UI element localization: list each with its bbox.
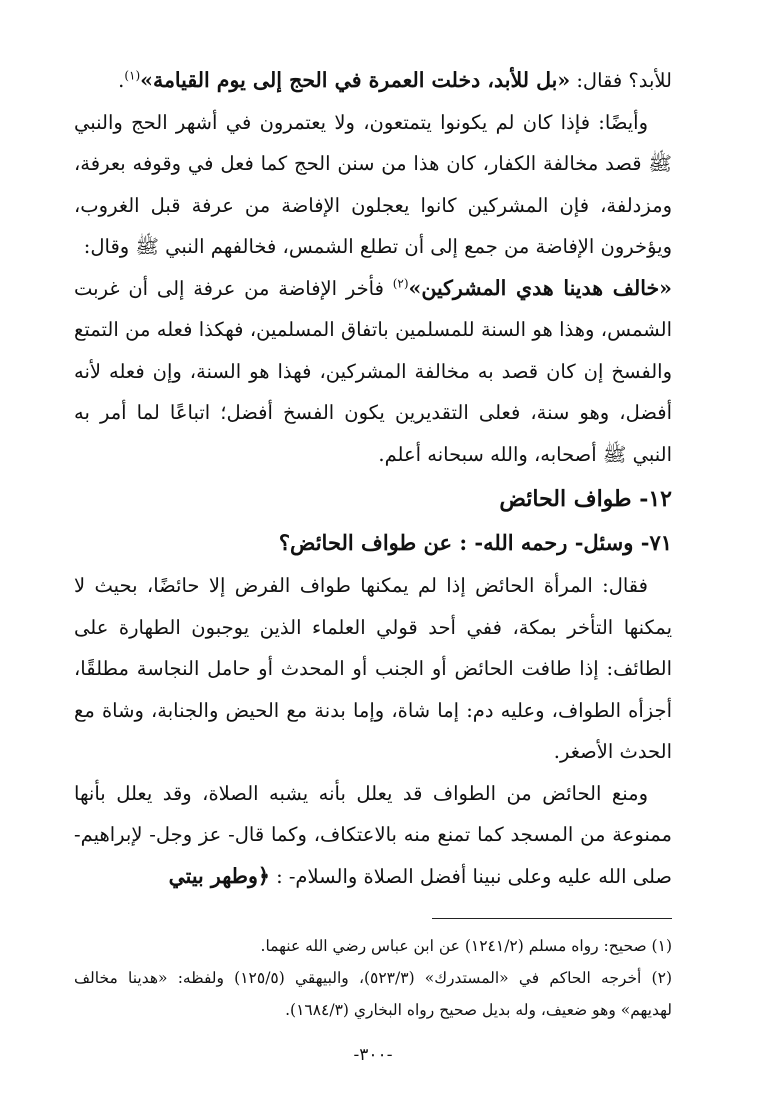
footnotes (74, 930, 672, 1026)
answer-paragraph-1: فقال: المرأة الحائض إذا لم يمكنها طواف الفرض إلا حائضًا، بحيث لا يمكنها التأخر بمكة، ففي أحد قولي العلماء الذين يوجبون الطهارة على الطائف: إذا طافت الحائض أو الجنب أو المحدث أو حامل النجاسة مطلقًا، أجزأه الطواف، وعليه دم: إما شاة، وإما بدنة مع الحيض والجنابة، وشاة مع الحدث الأصغر. (74, 574, 672, 763)
paragraph-1 (74, 60, 672, 102)
body-text (74, 60, 672, 897)
footnote-divider (432, 918, 672, 919)
quran-quote: ﴿وطهر بيتي (168, 863, 270, 888)
paragraph-3-text: فأخر الإفاضة من عرفة إلى أن غربت الشمس، وهذا هو السنة للمسلمين باتفاق المسلمين، فهكذا فعله من التمتع والفسخ إن كان قصد به مخالفة المشركين، فهذا هو السنة، وإن فعله لأنه أفضل، وهو سنة، فعلى التقديرين يكون الفسخ أفضل؛ اتباعًا لما أمر به النبي ﷺ أصحابه، والله سبحانه أعلم. (74, 276, 672, 466)
hadith-quote-1: «بل للأبد، دخلت العمرة في الحج إلى يوم القيامة» (140, 68, 571, 92)
answer-paragraph-2-text: ومنع الحائض من الطواف قد يعلل بأنه يشبه الصلاة، وقد يعلل بأنها ممنوعة من المسجد كما تمنع منه بالاعتكاف، وكما قال- عز وجل- لإبراهيم- صلى الله عليه وعلى نبينا أفضل الصلاة والسلام- : (74, 781, 672, 888)
footnote-ref-2: (٢) (392, 276, 409, 290)
footnote-2: (٢) أخرجه الحاكم في «المستدرك» (٥٢٣/٣)، والبيهقي (١٢٥/٥) ولفظه: «هدينا مخالف لهديهم» وهو ضعيف، وله بديل صحيح رواه البخاري (١٦٨٤/٣). (74, 969, 672, 1019)
book-page (74, 60, 672, 1080)
footnote-1: (١) صحيح: رواه مسلم (١٢٤١/٢) عن ابن عباس رضي الله عنهما. (260, 937, 672, 955)
paragraph-3 (74, 268, 672, 476)
paragraph-2: وأيضًا: فإذا كان لم يكونوا يتمتعون، ولا يعتمرون في أشهر الحج والنبي ﷺ قصد مخالفة الكفار، كان هذا من سنن الحج كما فعل في وقوفه بعرفة، ومزدلفة، فإن المشركين كانوا يعجلون الإفاضة من عرفة قبل الغروب، ويؤخرون الإفاضة من جمع إلى أن تطلع الشمس، فخالفهم النبي ﷺ وقال: (74, 110, 672, 258)
hadith-quote-2: «خالف هدينا هدي المشركين» (408, 275, 672, 300)
section-heading: ١٢- طواف الحائض (499, 486, 672, 512)
footnote-ref-1: (١) (124, 68, 141, 83)
paragraph-1-text: للأبد؟ فقال: (570, 69, 672, 92)
answer-paragraph-2 (74, 773, 672, 898)
paragraph-1-end: . (118, 69, 125, 92)
page-number: -٣٠٠- (353, 1045, 393, 1065)
question-title: ٧١- وسئل- رحمه الله- : عن طواف الحائض؟ (278, 530, 672, 555)
